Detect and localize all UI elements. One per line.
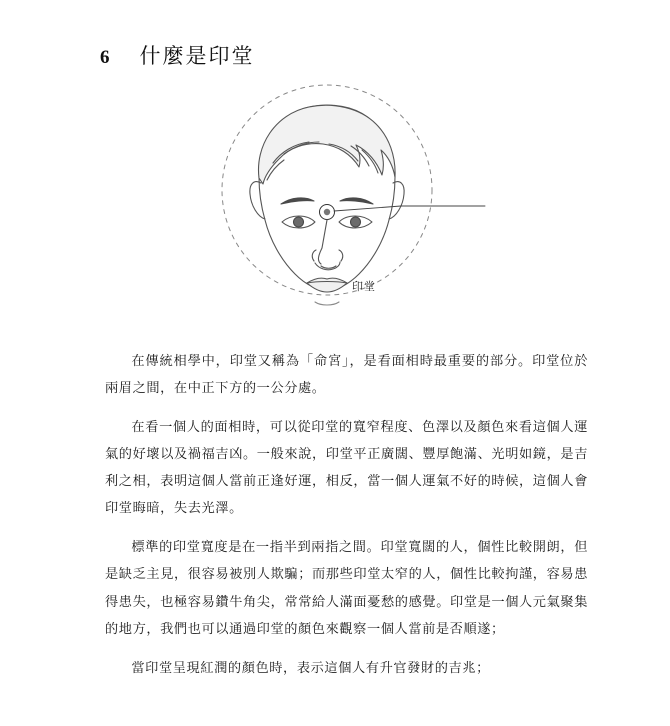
paragraph-4: 當印堂呈現紅潤的顏色時，表示這個人有升官發財的吉兆； <box>131 660 490 676</box>
paragraph-3: 標準的印堂寬度是在一指半到兩指之間。印堂寬闊的人，個性比較開朗，但是缺乏主見，很容易被別人欺騙；而那些印堂太窄的人，個性比較拘謹，容易患得患失，也極容易鑽牛角尖，常常給人滿面憂愁的感覺。印堂是一個人元氣聚集的地方，我們也可以通過印堂的顏色來觀察一個人當前是否順遂； <box>105 540 588 637</box>
page-title: 什麼是印堂 <box>139 44 255 68</box>
body-text <box>0 330 670 682</box>
paragraph-2: 在看一個人的面相時，可以從印堂的寬窄程度、色澤以及顏色來看這個人運氣的好壞以及禍福吉凶。一般來說，印堂平正廣闊、豐厚飽滿、光明如鏡，是吉利之相，表明這個人當前正逢好運，相反，當一個人運氣不好的時候，這個人會印堂晦暗，失去光澤。 <box>105 420 588 517</box>
section-heading <box>0 0 670 70</box>
paragraph-1: 在傳統相學中，印堂又稱為「命宮」，是看面相時最重要的部分。印堂位於兩眉之間，在中正下方的一公分處。 <box>105 354 588 397</box>
face-diagram-svg <box>155 80 515 330</box>
face-figure <box>0 80 670 330</box>
section-number: 6 <box>100 47 110 68</box>
figure-caption: 印堂 <box>352 280 376 293</box>
